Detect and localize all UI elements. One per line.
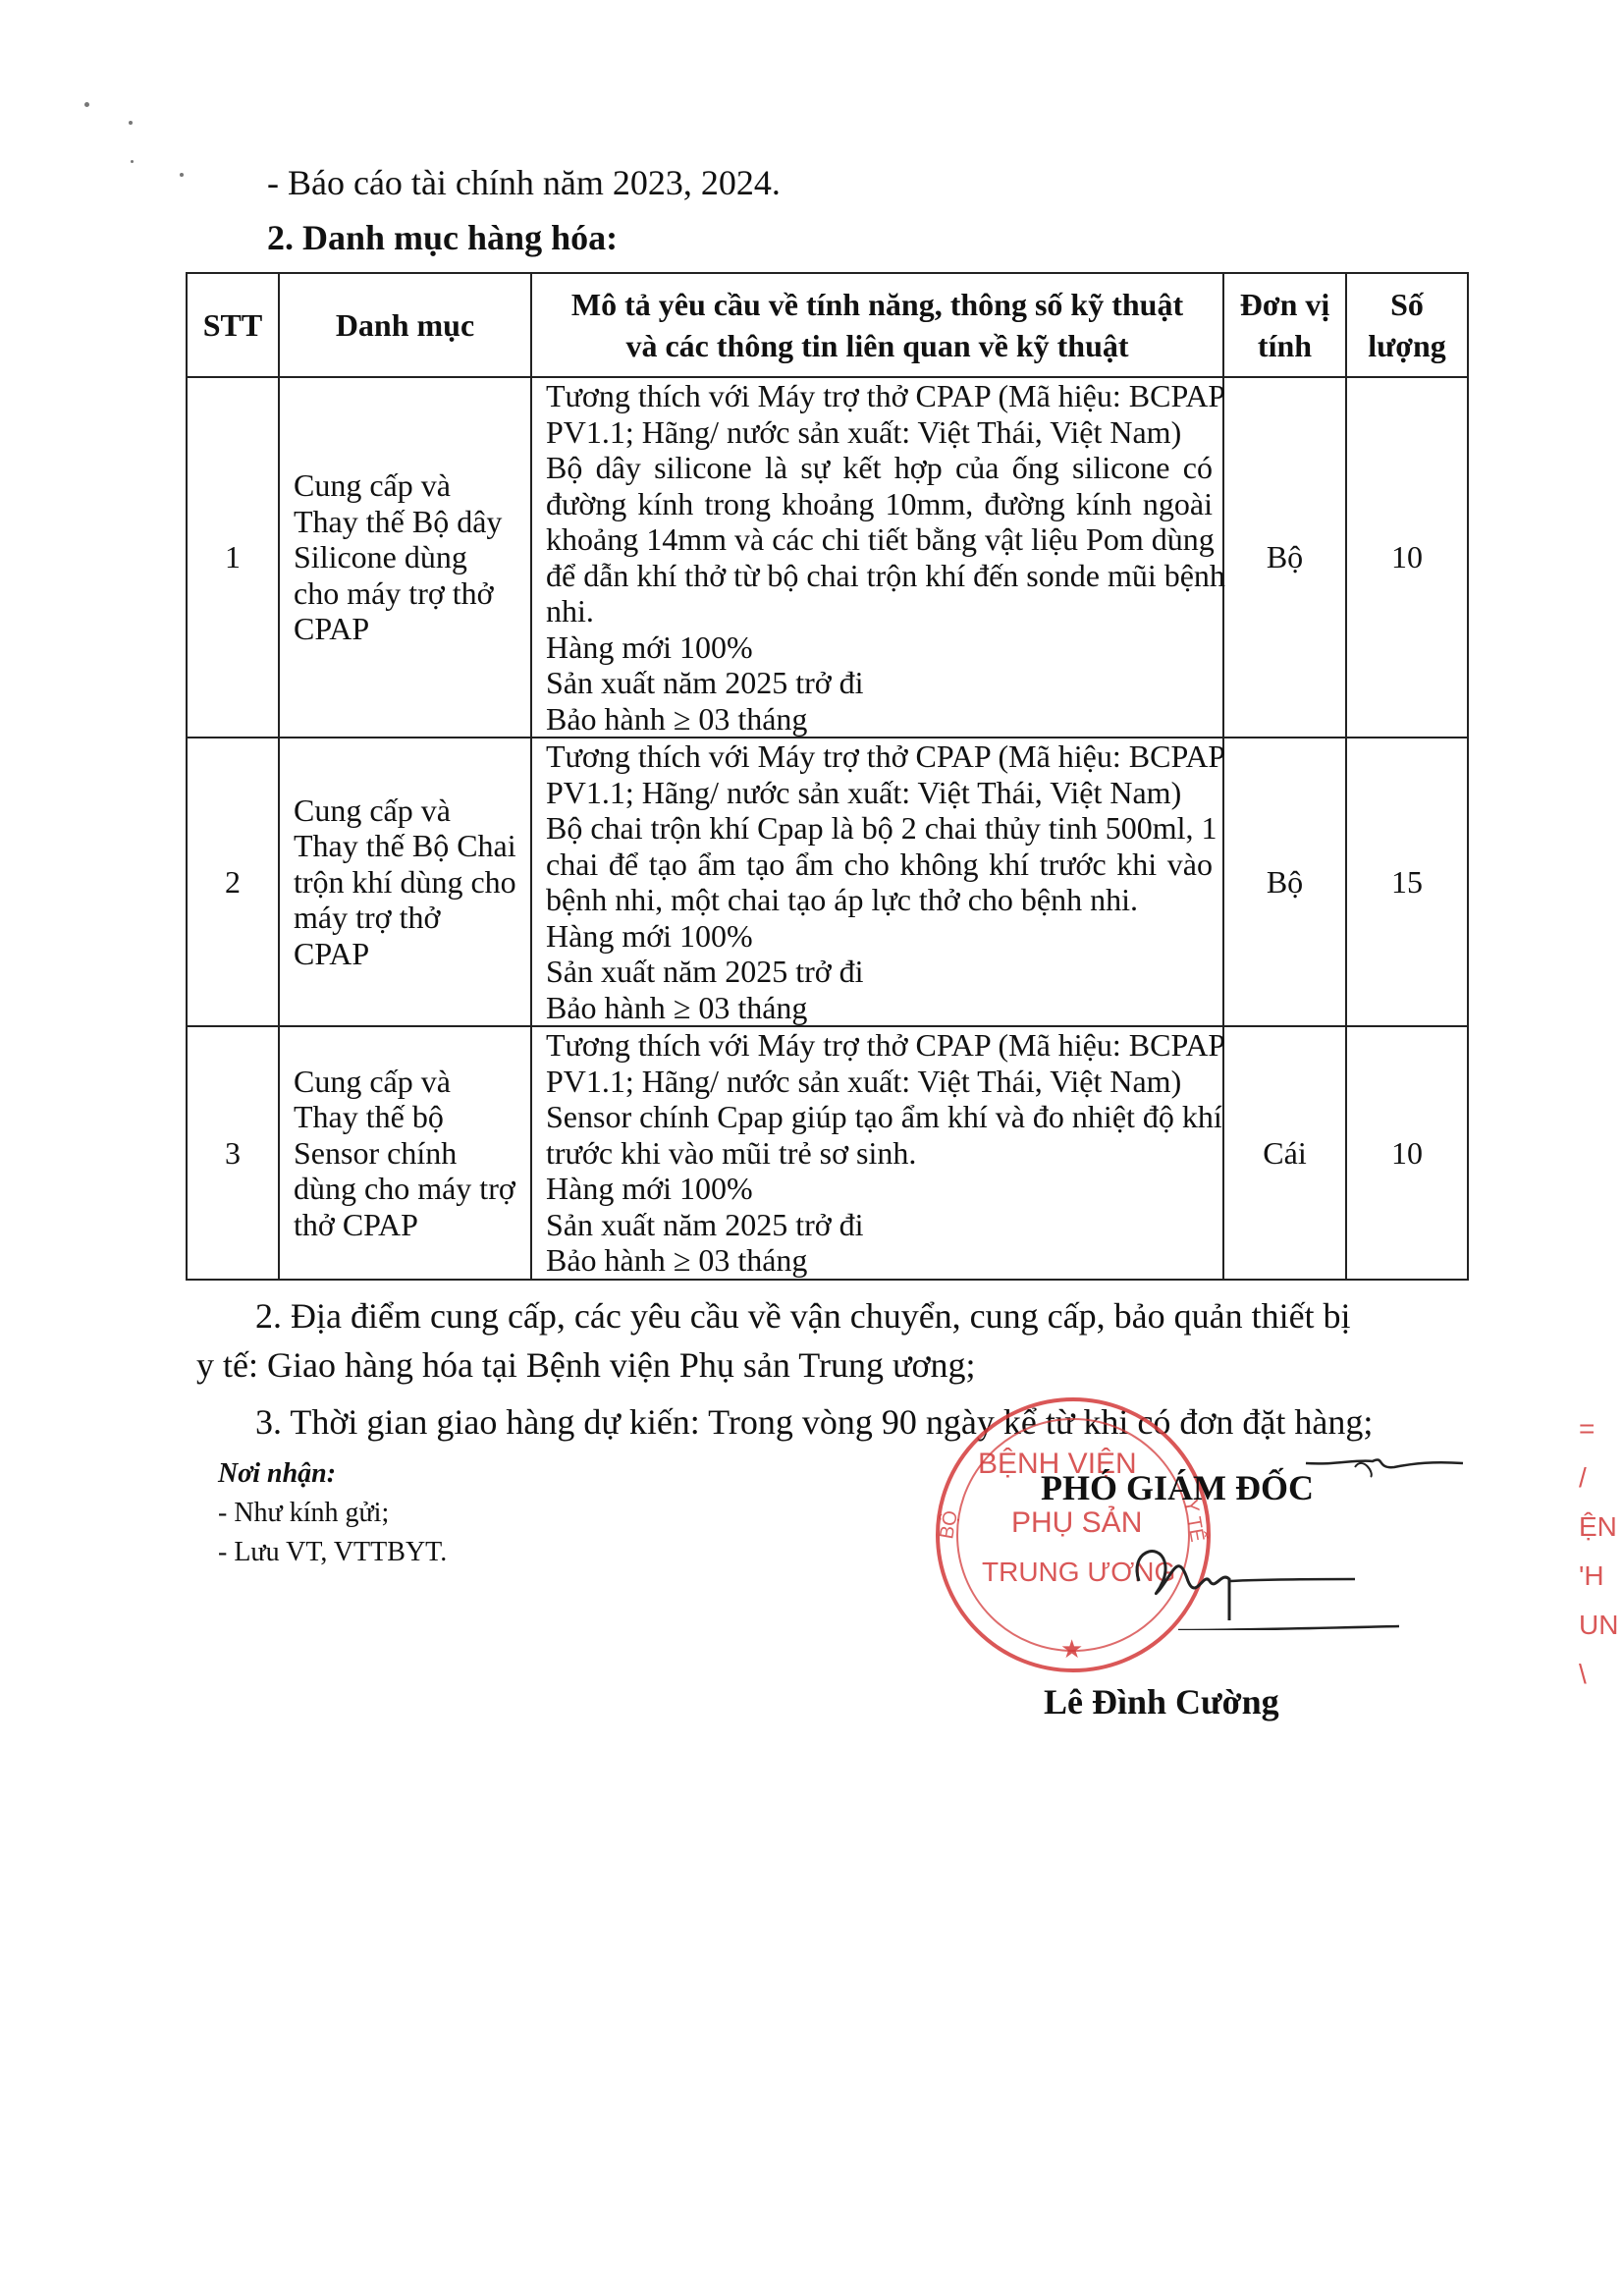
scan-speck (129, 121, 133, 125)
signature-title: PHÓ GIÁM ĐỐC (1041, 1468, 1314, 1507)
cell-stt: 2 (187, 738, 279, 1026)
recipients-label: Nơi nhận: (218, 1458, 337, 1489)
category-line: Cung cấp và (294, 792, 451, 828)
category-line: Cung cấp và (294, 1063, 451, 1099)
category-line: Silicone dùng (294, 539, 467, 575)
description-line: Sản xuất năm 2025 trở đi (546, 1206, 864, 1242)
paragraph-delivery-location (196, 1294, 1388, 1387)
cell-stt: 1 (187, 377, 279, 738)
stamp-middle-text: PHỤ SẢN (1011, 1506, 1143, 1539)
description-line: Tương thích với Máy trợ thở CPAP (Mã hiệu: BCPAP (546, 378, 1226, 413)
description-line: Bộ dây silicone là sự kết hợp của ống silicone có (546, 450, 1213, 485)
intro-line: - Báo cáo tài chính năm 2023, 2024. (267, 163, 781, 202)
cell-unit: Cái (1223, 1026, 1346, 1280)
description-line: khoảng 14mm và các chi tiết bằng vật liệu Pom dùng (546, 521, 1215, 557)
category-line: Thay thế bộ (294, 1099, 444, 1134)
description-line: Bảo hành ≥ 03 tháng (546, 989, 808, 1025)
cell-description (531, 1026, 1226, 1280)
description-line: PV1.1; Hãng/ nước sản xuất: Việt Thái, Việt Nam) (546, 1063, 1182, 1099)
scan-speck (180, 173, 184, 177)
description-line: Hàng mới 100% (546, 917, 753, 954)
recipient-item: - Như kính gửi; (218, 1498, 390, 1528)
recipient-item: - Lưu VT, VTTBYT. (218, 1537, 448, 1567)
cell-category (279, 377, 531, 738)
category-line: Sensor chính (294, 1134, 458, 1171)
stamp-top-text: BỆNH VIỆN (978, 1448, 1137, 1480)
description-line: Bảo hành ≥ 03 tháng (546, 700, 808, 737)
edge-fragment-text: UN (1579, 1610, 1619, 1640)
category-line: Thay thế Bộ dây (294, 503, 503, 539)
cell-quantity: 10 (1346, 377, 1468, 738)
header-description-line: Mô tả yêu cầu về tính năng, thông số kỹ thuật (570, 287, 1184, 322)
cell-quantity: 10 (1346, 1026, 1468, 1280)
category-line: thở CPAP (294, 1206, 418, 1242)
header-description (531, 273, 1223, 377)
cell-description (531, 738, 1226, 1026)
description-line: chai để tạo ẩm tạo ẩm cho không khí trước khi vào (546, 846, 1213, 882)
description-line: Tương thích với Máy trợ thở CPAP (Mã hiệu: BCPAP (546, 1027, 1226, 1063)
header-quantity-line: Số (1390, 287, 1424, 322)
edge-stamp-mark: = (1579, 1413, 1596, 1444)
header-unit (1223, 273, 1346, 377)
signer-name: Lê Đình Cường (1044, 1682, 1279, 1722)
description-line: Tương thích với Máy trợ thở CPAP (Mã hiệu: BCPAP (546, 738, 1226, 774)
description-line: đường kính trong khoảng 10mm, đường kính ngoài (546, 485, 1213, 521)
description-line: để dẫn khí thở từ bộ chai trộn khí đến sonde mũi bệnh (546, 557, 1225, 593)
description-line: PV1.1; Hãng/ nước sản xuất: Việt Thái, Việt Nam) (546, 413, 1182, 450)
description-line: Sản xuất năm 2025 trở đi (546, 954, 864, 989)
header-category: Danh mục (279, 273, 531, 377)
paragraph-line: y tế: Giao hàng hóa tại Bệnh viện Phụ sản Trung ương; (196, 1345, 976, 1385)
edge-stamp-fragment (1579, 1404, 1623, 1709)
table-header-row (187, 273, 1468, 377)
edge-fragment-text: ỆN (1579, 1511, 1617, 1542)
category-line: máy trợ thở (294, 900, 441, 936)
description-line: nhi. (546, 593, 594, 629)
cell-category (279, 1026, 531, 1280)
scan-speck (84, 102, 89, 107)
description-line: Sensor chính Cpap giúp tạo ẩm khí và đo nhiệt độ khí (546, 1099, 1222, 1134)
description-line: Bộ chai trộn khí Cpap là bộ 2 chai thủy tinh 500ml, 1 (546, 810, 1217, 846)
cell-unit: Bộ (1223, 738, 1346, 1026)
cell-description (531, 377, 1226, 738)
category-line: Cung cấp và (294, 467, 451, 504)
goods-table (186, 272, 1469, 1281)
stamp-side-left-text: BỘ (936, 1508, 962, 1541)
stamp-side-right-text: Y TẾ (1179, 1498, 1209, 1544)
table-row (187, 738, 1468, 1026)
paragraph-line: 2. Địa điểm cung cấp, các yêu cầu về vận chuyển, cung cấp, bảo quản thiết bị (255, 1296, 1351, 1336)
recipients-block (218, 1454, 447, 1572)
edge-fragment-text: 'H (1579, 1560, 1604, 1591)
header-unit-line: tính (1257, 328, 1313, 363)
cell-stt: 3 (187, 1026, 279, 1280)
table-row (187, 377, 1468, 738)
header-unit-line: Đơn vị (1239, 287, 1330, 322)
category-line: Thay thế Bộ Chai (294, 828, 516, 864)
scan-speck (131, 160, 134, 163)
stamp-bottom-text: TRUNG ƯƠNG (982, 1557, 1176, 1587)
header-quantity-line: lượng (1368, 328, 1446, 363)
header-description-line: và các thông tin liên quan về kỹ thuật (625, 328, 1129, 363)
description-line: Hàng mới 100% (546, 629, 753, 665)
header-stt: STT (187, 273, 279, 377)
paragraph-delivery-time: 3. Thời gian giao hàng dự kiến: Trong vòng 90 ngày kể từ khi có đơn đặt hàng; (255, 1402, 1374, 1442)
section-heading: 2. Danh mục hàng hóa: (267, 218, 619, 257)
description-line: Hàng mới 100% (546, 1171, 753, 1206)
cell-quantity: 15 (1346, 738, 1468, 1026)
description-line: PV1.1; Hãng/ nước sản xuất: Việt Thái, Việt Nam) (546, 774, 1182, 810)
description-line: Sản xuất năm 2025 trở đi (546, 665, 864, 700)
description-line: Bảo hành ≥ 03 tháng (546, 1242, 808, 1278)
category-line: CPAP (294, 611, 370, 647)
category-line: cho máy trợ thở (294, 574, 494, 611)
header-quantity (1346, 273, 1468, 377)
category-line: CPAP (294, 935, 370, 971)
description-line: trước khi vào mũi trẻ sơ sinh. (546, 1134, 917, 1171)
cell-category (279, 738, 531, 1026)
handwritten-signature (1119, 1434, 1473, 1630)
category-line: trộn khí dùng cho (294, 863, 516, 900)
edge-stamp-mark: / (1579, 1462, 1587, 1493)
description-line: bệnh nhi, một chai tạo áp lực thở cho bệnh nhi. (546, 882, 1139, 917)
stamp-star-icon: ★ (1060, 1635, 1084, 1665)
cell-unit: Bộ (1223, 377, 1346, 738)
table-row (187, 1026, 1468, 1280)
edge-stamp-mark: \ (1579, 1659, 1587, 1689)
category-line: dùng cho máy trợ (294, 1171, 515, 1206)
